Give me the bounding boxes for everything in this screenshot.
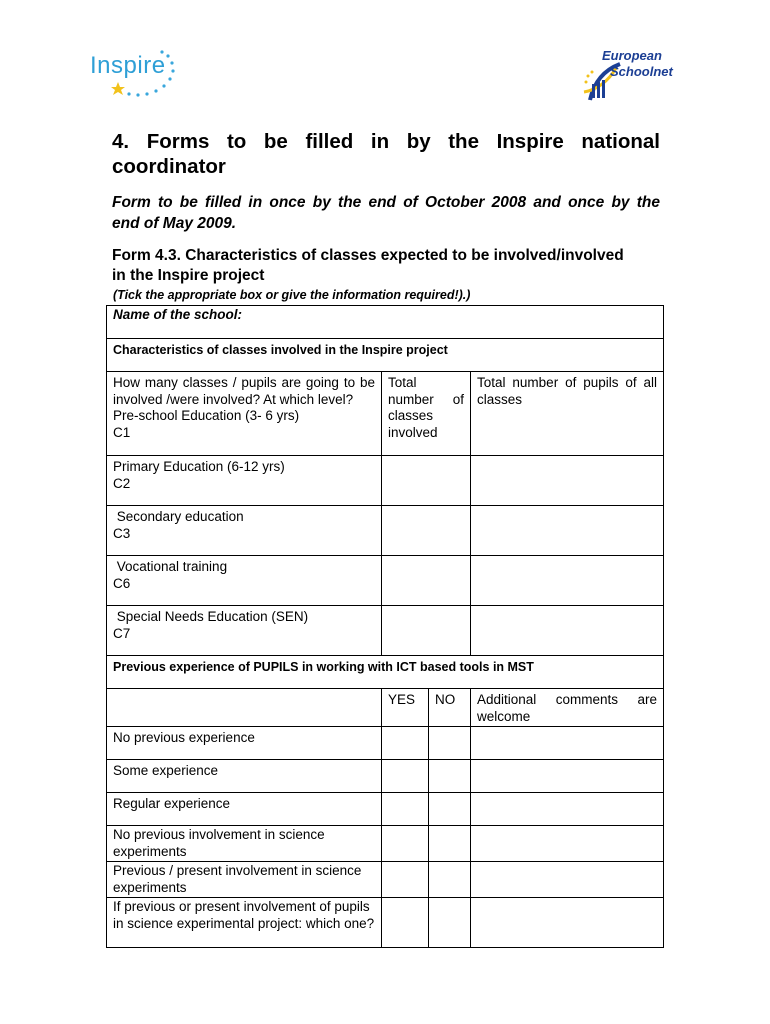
level-cell xyxy=(107,506,382,556)
form-title-line-2: in the Inspire project xyxy=(112,267,265,284)
level-cell xyxy=(107,556,382,606)
school-name-field[interactable] xyxy=(107,306,664,339)
table-row xyxy=(107,456,664,506)
experience-label: No previous experience xyxy=(107,727,382,760)
level-name: Primary Education (6-12 yrs) xyxy=(113,459,285,474)
classes-count-input[interactable] xyxy=(382,506,471,556)
no-checkbox[interactable] xyxy=(429,793,471,826)
pupils-count-input[interactable] xyxy=(471,556,664,606)
classes-section-header-row xyxy=(107,339,664,372)
subtitle-line-1: Form to be filled in once by the end of October 2008 and once by the xyxy=(112,194,660,211)
no-checkbox[interactable] xyxy=(429,826,471,862)
yes-checkbox[interactable] xyxy=(382,727,429,760)
table-row xyxy=(107,556,664,606)
table-row xyxy=(107,898,664,948)
classes-question-line-1: How many classes / pupils are going to be xyxy=(113,375,375,390)
level-name: Special Needs Education (SEN) xyxy=(113,609,309,624)
classes-count-input[interactable] xyxy=(382,606,471,656)
yes-checkbox[interactable] xyxy=(382,760,429,793)
page-heading-line-2: coordinator xyxy=(112,155,226,178)
page-heading-line-1: 4. Forms to be filled in by the Inspire national xyxy=(112,130,660,153)
experience-section-header-row xyxy=(107,656,664,689)
experience-label: Some experience xyxy=(107,760,382,793)
experience-label: No previous involvement in science experiments xyxy=(107,826,382,862)
no-checkbox[interactable] xyxy=(429,727,471,760)
col-header-no: NO xyxy=(429,689,471,727)
classes-count-input[interactable] xyxy=(382,556,471,606)
form-instruction: (Tick the appropriate box or give the information required!).) xyxy=(113,288,471,302)
yes-checkbox[interactable] xyxy=(382,826,429,862)
col-header-pupils: Total number of pupils of all classes xyxy=(477,375,658,407)
level-code: C6 xyxy=(113,575,131,591)
classes-section-title: Characteristics of classes involved in the Inspire project xyxy=(107,339,664,372)
classes-question-cell xyxy=(107,372,382,456)
col-header-comments: Additional comments are welcome xyxy=(471,689,664,727)
school-name-label: Name of the school: xyxy=(113,307,243,322)
logo-text-european: European xyxy=(602,48,662,63)
no-checkbox[interactable] xyxy=(429,898,471,948)
no-checkbox[interactable] xyxy=(429,862,471,898)
classes-count-cell[interactable] xyxy=(382,372,471,456)
table-row xyxy=(107,506,664,556)
comments-field[interactable] xyxy=(471,862,664,898)
table-row xyxy=(107,793,664,826)
level-code: C2 xyxy=(113,475,131,491)
comments-field[interactable] xyxy=(471,793,664,826)
table-row xyxy=(107,727,664,760)
comments-field[interactable] xyxy=(471,826,664,862)
comments-field[interactable] xyxy=(471,727,664,760)
inspire-logo-text: Inspire xyxy=(90,52,166,79)
table-row xyxy=(107,826,664,862)
form-title-line-1: Form 4.3. Characteristics of classes expected to be involved/involved xyxy=(112,247,624,264)
school-name-row xyxy=(107,306,664,339)
form-deadline-subtitle xyxy=(112,192,660,234)
european-schoolnet-logo xyxy=(580,42,675,104)
pupils-count-input[interactable] xyxy=(471,606,664,656)
experience-header-row xyxy=(107,689,664,727)
pupils-count-input[interactable] xyxy=(471,456,664,506)
classes-count-input[interactable] xyxy=(382,456,471,506)
pupils-count-input[interactable] xyxy=(471,506,664,556)
yes-checkbox[interactable] xyxy=(382,862,429,898)
yes-checkbox[interactable] xyxy=(382,898,429,948)
experience-label: If previous or present involvement of pupils in science experimental project: which one? xyxy=(107,898,382,948)
level-code: C3 xyxy=(113,525,131,541)
table-row xyxy=(107,606,664,656)
level-name: Vocational training xyxy=(113,559,228,574)
comments-field[interactable] xyxy=(471,898,664,948)
table-row xyxy=(107,760,664,793)
page-heading xyxy=(112,129,660,179)
level-name: Pre-school Education (3- 6 yrs) xyxy=(113,408,300,423)
table-row xyxy=(107,862,664,898)
level-code: C1 xyxy=(113,424,131,440)
inspire-logo xyxy=(88,44,180,100)
subtitle-line-2: end of May 2009. xyxy=(112,215,237,232)
no-checkbox[interactable] xyxy=(429,760,471,793)
table-row xyxy=(107,372,664,456)
experience-section-title: Previous experience of PUPILS in working with ICT based tools in MST xyxy=(107,656,664,689)
level-code: C7 xyxy=(113,625,131,641)
experience-label: Regular experience xyxy=(107,793,382,826)
level-cell xyxy=(107,456,382,506)
level-cell xyxy=(107,606,382,656)
col-header-classes: Total number of classes involved xyxy=(388,375,464,440)
experience-label: Previous / present involvement in science experiments xyxy=(107,862,382,898)
pupils-count-cell[interactable] xyxy=(471,372,664,456)
col-header-yes: YES xyxy=(382,689,429,727)
form-title xyxy=(112,246,660,286)
logo-text-schoolnet: Schoolnet xyxy=(610,64,673,79)
yes-checkbox[interactable] xyxy=(382,793,429,826)
experience-blank-header xyxy=(107,689,382,727)
form-table xyxy=(106,305,664,948)
level-name: Secondary education xyxy=(113,509,244,524)
classes-question-line-2: involved /were involved? At which level? xyxy=(113,391,354,407)
comments-field[interactable] xyxy=(471,760,664,793)
